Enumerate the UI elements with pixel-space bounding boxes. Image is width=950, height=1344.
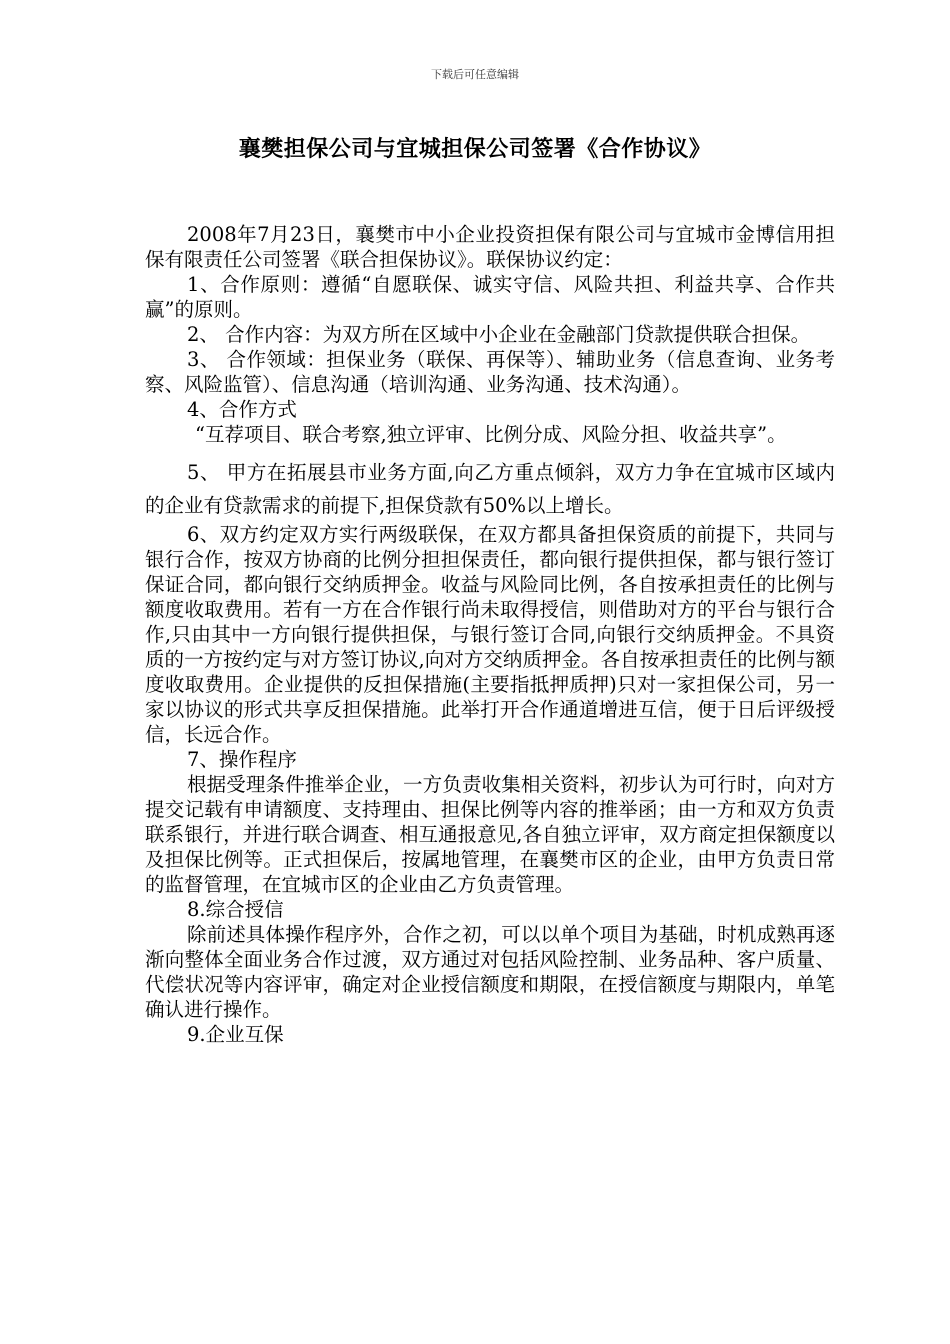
paragraph-intro: 2008年7月23日，襄樊市中小企业投资担保有限公司与宜城市金博信用担保有限责任公司签署《联合担保协议》。联保协议约定： [145, 223, 835, 271]
heading-procedure: 7、操作程序 [187, 748, 297, 771]
paragraph-method: “互荐项目、联合考察,独立评审、比例分成、风险分担、收益共享”。 [195, 423, 787, 446]
paragraph-content: 2、 合作内容：为双方所在区域中小企业在金融部门贷款提供联合担保。 [187, 323, 811, 346]
heading-credit: 8.综合授信 [187, 898, 284, 921]
heading-mutual-guarantee: 9.企业互保 [187, 1023, 284, 1046]
paragraph-principle: 1、合作原则：遵循“自愿联保、诚实守信、风险共担、利益共享、合作共赢”的原则。 [145, 273, 835, 321]
document-body [145, 222, 835, 1047]
paragraph-procedure: 根据受理条件推举企业，一方负责收集相关资料，初步认为可行时，向对方提交记载有申请额度、支持理由、担保比例等内容的推举函；由一方和双方负责联系银行，并进行联合调查、相互通报意见,各自独立评审，双方商定担保额度以及担保比例等。正式担保后，按属地管理，在襄樊市区的企业，由甲方负责日常的监督管理，在宜城市区的企业由乙方负责管理。 [145, 773, 835, 896]
heading-method: 4、合作方式 [187, 398, 297, 421]
paragraph-fields: 3、 合作领域：担保业务（联保、再保等）、辅助业务（信息查询、业务考察、风险监管）、信息沟通（培训沟通、业务沟通、技术沟通）。 [145, 348, 835, 396]
paragraph-expansion: 5、 甲方在拓展县市业务方面,向乙方重点倾斜，双方力争在宜城市区域内的企业有贷款需求的前提下,担保贷款有50%以上增长。 [145, 461, 835, 517]
paragraph-two-level-guarantee: 6、双方约定双方实行两级联保，在双方都具备担保资质的前提下，共同与银行合作，按双方协商的比例分担担保责任，都向银行提供担保，都与银行签订保证合同，都向银行交纳质押金。收益与风险同比例，各自按承担责任的比例与额度收取费用。若有一方在合作银行尚未取得授信，则借助对方的平台与银行合作,只由其中一方向银行提供担保，与银行签订合同,向银行交纳质押金。不具资质的一方按约定与对方签订协议,向对方交纳质押金。各自按承担责任的比例与额度收取费用。企业提供的反担保措施(主要指抵押质押)只对一家担保公司，另一家以协议的形式共享反担保措施。此举打开合作通道增进互信，便于日后评级授信，长远合作。 [145, 523, 835, 746]
paragraph-credit: 除前述具体操作程序外，合作之初，可以以单个项目为基础，时机成熟再逐渐向整体全面业务合作过渡，双方通过对包括风险控制、业务品种、客户质量、代偿状况等内容评审，确定对企业授信额度和期限，在授信额度与期限内，单笔确认进行操作。 [145, 923, 835, 1021]
document-title: 襄樊担保公司与宜城担保公司签署《合作协议》 [238, 136, 712, 162]
page-header: 下载后可任意编辑 [431, 68, 519, 81]
